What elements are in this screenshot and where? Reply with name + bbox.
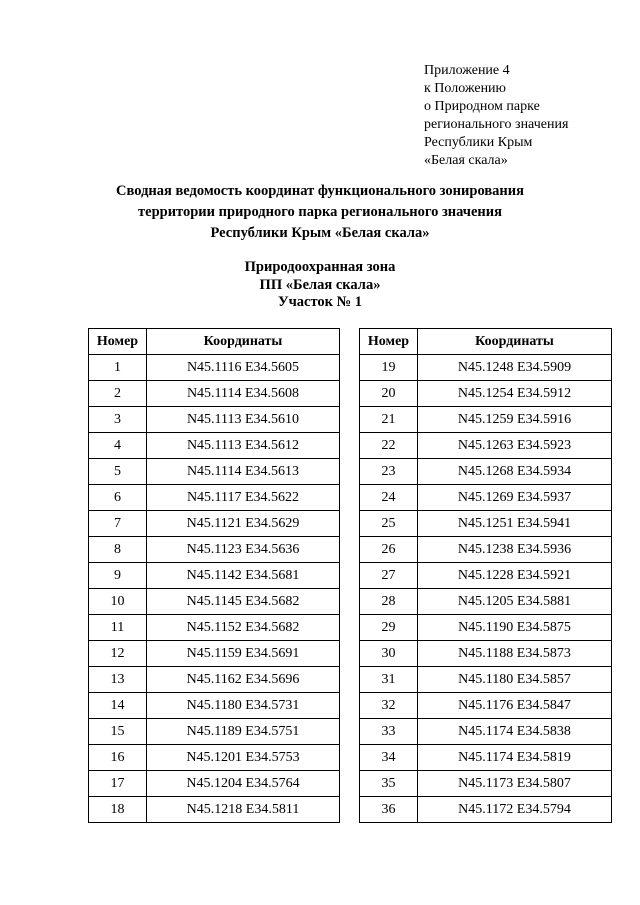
- point-number: 24: [360, 485, 418, 511]
- point-number: 35: [360, 771, 418, 797]
- point-number: 20: [360, 381, 418, 407]
- point-coordinates: N45.1188 E34.5873: [418, 641, 612, 667]
- table-header-row: [89, 329, 340, 355]
- point-number: 30: [360, 641, 418, 667]
- document-title: [0, 181, 640, 244]
- table-row: [360, 563, 612, 589]
- point-coordinates: N45.1173 E34.5807: [418, 771, 612, 797]
- table-row: [360, 693, 612, 719]
- table-row: [360, 771, 612, 797]
- table-row: [89, 381, 340, 407]
- table-row: [89, 459, 340, 485]
- point-coordinates: N45.1205 E34.5881: [418, 589, 612, 615]
- table-row: [360, 381, 612, 407]
- point-number: 17: [89, 771, 147, 797]
- point-number: 32: [360, 693, 418, 719]
- table-row: [360, 719, 612, 745]
- point-coordinates: N45.1152 E34.5682: [147, 615, 340, 641]
- point-number: 13: [89, 667, 147, 693]
- header-coordinates: Координаты: [147, 329, 340, 355]
- point-number: 28: [360, 589, 418, 615]
- point-coordinates: N45.1117 E34.5622: [147, 485, 340, 511]
- point-coordinates: N45.1238 E34.5936: [418, 537, 612, 563]
- point-number: 26: [360, 537, 418, 563]
- point-number: 21: [360, 407, 418, 433]
- table-row: [89, 485, 340, 511]
- point-coordinates: N45.1116 E34.5605: [147, 355, 340, 381]
- table-row: [89, 797, 340, 823]
- appendix-block: [424, 62, 568, 170]
- table-row: [89, 355, 340, 381]
- appendix-line: Республики Крым: [424, 135, 533, 150]
- point-number: 4: [89, 433, 147, 459]
- table-row: [360, 433, 612, 459]
- point-coordinates: N45.1254 E34.5912: [418, 381, 612, 407]
- header-number: Номер: [89, 329, 147, 355]
- point-coordinates: N45.1113 E34.5612: [147, 433, 340, 459]
- point-coordinates: N45.1172 E34.5794: [418, 797, 612, 823]
- appendix-line: Приложение 4: [424, 63, 510, 78]
- point-coordinates: N45.1248 E34.5909: [418, 355, 612, 381]
- point-coordinates: N45.1218 E34.5811: [147, 797, 340, 823]
- point-number: 29: [360, 615, 418, 641]
- point-number: 6: [89, 485, 147, 511]
- table-row: [89, 615, 340, 641]
- point-number: 16: [89, 745, 147, 771]
- table-row: [360, 355, 612, 381]
- point-number: 5: [89, 459, 147, 485]
- table-row: [360, 537, 612, 563]
- point-number: 34: [360, 745, 418, 771]
- appendix-line: к Положению: [424, 81, 507, 96]
- point-coordinates: N45.1174 E34.5819: [418, 745, 612, 771]
- point-number: 2: [89, 381, 147, 407]
- point-coordinates: N45.1263 E34.5923: [418, 433, 612, 459]
- point-coordinates: N45.1114 E34.5608: [147, 381, 340, 407]
- table-row: [360, 745, 612, 771]
- table-row: [89, 771, 340, 797]
- point-number: 31: [360, 667, 418, 693]
- point-number: 23: [360, 459, 418, 485]
- table-row: [89, 563, 340, 589]
- point-coordinates: N45.1189 E34.5751: [147, 719, 340, 745]
- table-row: [360, 667, 612, 693]
- point-number: 11: [89, 615, 147, 641]
- point-coordinates: N45.1174 E34.5838: [418, 719, 612, 745]
- point-coordinates: N45.1259 E34.5916: [418, 407, 612, 433]
- table-row: [360, 589, 612, 615]
- point-number: 9: [89, 563, 147, 589]
- point-number: 22: [360, 433, 418, 459]
- table-row: [360, 407, 612, 433]
- point-coordinates: N45.1145 E34.5682: [147, 589, 340, 615]
- table-row: [360, 797, 612, 823]
- table-row: [89, 693, 340, 719]
- title-line: Сводная ведомость координат функционального зонирования: [116, 183, 524, 199]
- coordinates-table-left: [88, 328, 340, 823]
- table-row: [89, 511, 340, 537]
- point-number: 33: [360, 719, 418, 745]
- table-row: [89, 745, 340, 771]
- point-coordinates: N45.1113 E34.5610: [147, 407, 340, 433]
- table-row: [89, 537, 340, 563]
- table-row: [360, 641, 612, 667]
- point-coordinates: N45.1121 E34.5629: [147, 511, 340, 537]
- point-number: 12: [89, 641, 147, 667]
- point-coordinates: N45.1204 E34.5764: [147, 771, 340, 797]
- zone-name: Природоохранная зона: [244, 259, 396, 275]
- point-number: 19: [360, 355, 418, 381]
- appendix-line: о Природном парке: [424, 99, 540, 114]
- point-number: 7: [89, 511, 147, 537]
- point-coordinates: N45.1114 E34.5613: [147, 459, 340, 485]
- section-number: Участок № 1: [277, 294, 363, 310]
- point-coordinates: N45.1159 E34.5691: [147, 641, 340, 667]
- appendix-line: регионального значения: [424, 117, 569, 132]
- point-number: 3: [89, 407, 147, 433]
- point-coordinates: N45.1123 E34.5636: [147, 537, 340, 563]
- point-coordinates: N45.1162 E34.5696: [147, 667, 340, 693]
- point-coordinates: N45.1251 E34.5941: [418, 511, 612, 537]
- table-row: [360, 459, 612, 485]
- appendix-line: «Белая скала»: [424, 153, 508, 168]
- point-coordinates: N45.1142 E34.5681: [147, 563, 340, 589]
- point-coordinates: N45.1180 E34.5731: [147, 693, 340, 719]
- point-coordinates: N45.1268 E34.5934: [418, 459, 612, 485]
- point-coordinates: N45.1176 E34.5847: [418, 693, 612, 719]
- point-number: 27: [360, 563, 418, 589]
- point-coordinates: N45.1180 E34.5857: [418, 667, 612, 693]
- point-number: 14: [89, 693, 147, 719]
- table-row: [89, 719, 340, 745]
- point-number: 36: [360, 797, 418, 823]
- header-coordinates: Координаты: [418, 329, 612, 355]
- table-row: [360, 511, 612, 537]
- table-row: [360, 615, 612, 641]
- point-number: 8: [89, 537, 147, 563]
- point-coordinates: N45.1269 E34.5937: [418, 485, 612, 511]
- point-coordinates: N45.1201 E34.5753: [147, 745, 340, 771]
- table-row: [89, 641, 340, 667]
- header-number: Номер: [360, 329, 418, 355]
- coordinates-table-right: [359, 328, 612, 823]
- table-row: [89, 589, 340, 615]
- point-coordinates: N45.1228 E34.5921: [418, 563, 612, 589]
- point-coordinates: N45.1190 E34.5875: [418, 615, 612, 641]
- park-name: ПП «Белая скала»: [259, 276, 381, 293]
- point-number: 15: [89, 719, 147, 745]
- point-number: 25: [360, 511, 418, 537]
- title-line: Республики Крым «Белая скала»: [210, 225, 430, 241]
- point-number: 1: [89, 355, 147, 381]
- table-row: [89, 667, 340, 693]
- zone-heading: [0, 259, 640, 312]
- table-header-row: [360, 329, 612, 355]
- point-number: 10: [89, 589, 147, 615]
- table-row: [360, 485, 612, 511]
- point-number: 18: [89, 797, 147, 823]
- table-row: [89, 433, 340, 459]
- title-line: территории природного парка регионального значения: [138, 204, 502, 220]
- table-row: [89, 407, 340, 433]
